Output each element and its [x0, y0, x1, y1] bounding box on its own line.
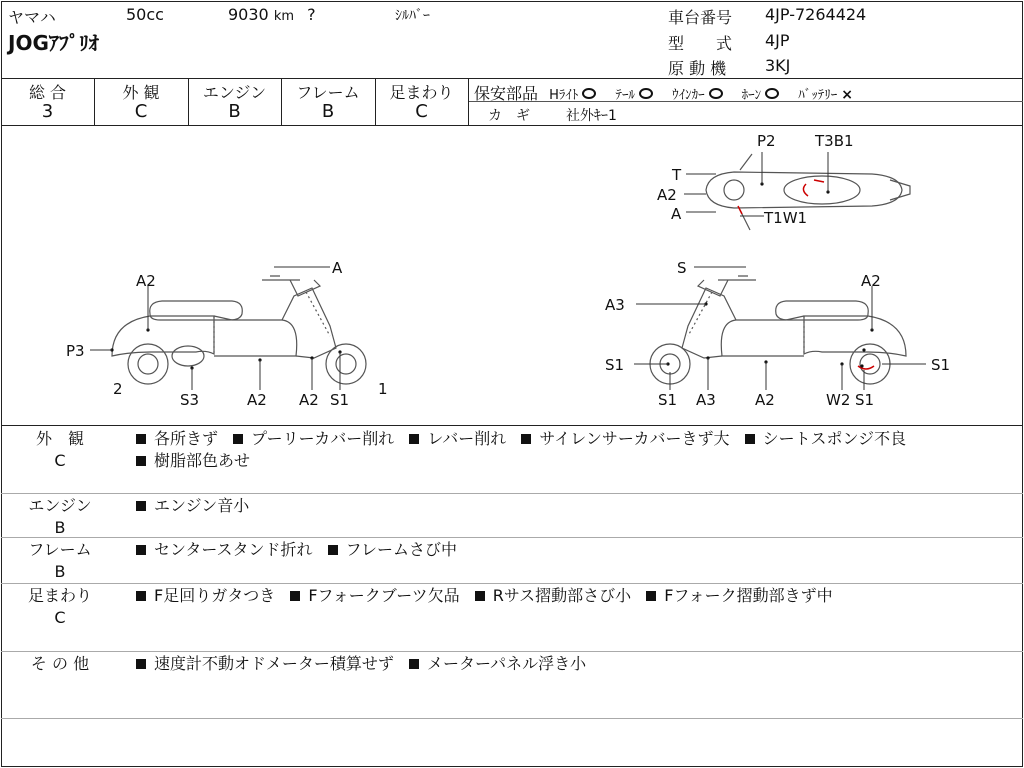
grade-overall-label: 総 合 [28, 83, 67, 102]
divider [1, 583, 1023, 584]
notes-other-category [10, 653, 110, 675]
displacement: 50cc [126, 5, 164, 24]
bullet-icon [646, 591, 656, 601]
notes-engine-category [10, 495, 110, 539]
grade-suspension-label: 足まわり [389, 83, 454, 102]
frame-no-label: 車台番号 [668, 8, 733, 27]
grade-exterior-label: 外 観 [122, 83, 160, 102]
bullet-icon [136, 434, 146, 444]
safety-horn: ﾎｰﾝ [741, 88, 762, 103]
notes-engine-label: エンジン [28, 496, 92, 515]
ng-cross-icon: × [841, 87, 853, 103]
ok-circle-icon [582, 88, 596, 99]
key-value: 社外ｷｰ1 [566, 108, 617, 124]
ok-circle-icon [639, 88, 653, 99]
notes-frame-category [10, 539, 110, 583]
bullet-icon [136, 545, 146, 555]
engine-label: 原 動 機 [668, 59, 727, 78]
defect-item: プーリーカバー削れ [233, 429, 394, 448]
diag-label-right: S1 [658, 391, 678, 409]
engine-value: 3KJ [765, 56, 791, 75]
defect-item: サイレンサーカバーきず大 [521, 429, 729, 448]
bullet-icon [136, 659, 146, 669]
defect-item: センタースタンド折れ [136, 540, 313, 559]
bullet-icon [521, 434, 531, 444]
diag-label-left: 1 [378, 380, 388, 398]
diag-label-top: P2 [757, 132, 776, 150]
diag-label-right: S1 [931, 356, 951, 374]
diag-label-right: W2 [826, 391, 851, 409]
type-value: 4JP [765, 31, 790, 50]
notes-engine-items [136, 495, 259, 517]
mileage-value: 9030 [228, 5, 269, 24]
safety-headlight: Hﾗｲﾄ [549, 88, 579, 103]
notes-frame-items [136, 539, 467, 561]
color: ｼﾙﾊﾞｰ [395, 8, 430, 24]
notes-line [136, 428, 916, 450]
bullet-icon [136, 456, 146, 466]
ok-circle-icon [765, 88, 779, 99]
diag-label-top: T [672, 166, 682, 184]
safety-winker: ｳｲﾝｶｰ [672, 88, 705, 103]
scooter-right-side-view [650, 276, 906, 384]
scooter-left-side-view [112, 276, 366, 384]
grade-overall-value: 3 [41, 101, 54, 122]
diag-label-left: A2 [247, 391, 267, 409]
ok-circle-icon [709, 88, 723, 99]
mileage-flag: ? [307, 5, 316, 24]
defect-item: 樹脂部色あせ [136, 451, 250, 470]
grade-frame-label: フレーム [296, 83, 360, 102]
notes-exterior-category [10, 428, 110, 472]
notes-other-label: そ の 他 [30, 654, 90, 673]
bullet-icon [409, 659, 419, 669]
mileage [228, 5, 316, 24]
safety-tail: ﾃｰﾙ [615, 88, 635, 103]
bullet-icon [745, 434, 755, 444]
divider [1, 651, 1023, 652]
defect-item: Fフォーク摺動部きず中 [646, 586, 832, 605]
notes-suspension-category [10, 585, 110, 629]
divider [1, 718, 1023, 719]
defect-item: Rサス摺動部さび小 [475, 586, 631, 605]
notes-suspension-grade: C [54, 608, 66, 627]
diag-label-right: A2 [861, 272, 881, 290]
notes-exterior-grade: C [54, 451, 66, 470]
defect-item: エンジン音小 [136, 496, 249, 515]
diag-label-left: A2 [136, 272, 156, 290]
frame-no: 4JP-7264424 [765, 5, 867, 24]
defect-item: レバー削れ [409, 429, 506, 448]
bullet-icon [328, 545, 338, 555]
divider [1, 78, 1023, 79]
grade-frame-value: B [321, 101, 335, 122]
diag-label-top: A [671, 205, 682, 223]
bullet-icon [136, 591, 146, 601]
diag-label-right: A2 [755, 391, 775, 409]
diag-label-right: S1 [605, 356, 625, 374]
diag-label-right: S1 [855, 391, 875, 409]
diag-label-left: S1 [330, 391, 350, 409]
notes-line [136, 450, 916, 472]
mileage-unit: km [273, 9, 295, 24]
label-dots [110, 182, 873, 369]
bullet-icon [409, 434, 419, 444]
divider [1, 537, 1023, 538]
notes-exterior-items [136, 428, 916, 472]
divider [1, 425, 1023, 426]
diag-label-top: T1W1 [764, 209, 808, 227]
divider [468, 78, 469, 125]
diag-label-top: T3B1 [815, 132, 854, 150]
safety-label: 保安部品 [474, 84, 539, 103]
diag-label-right: A3 [696, 391, 716, 409]
defect-item: F足回りガタつき [136, 586, 275, 605]
diag-label-right: S [677, 259, 687, 277]
defect-item: メーターパネル浮き小 [409, 654, 586, 673]
notes-other-items [136, 653, 596, 675]
maker: ヤマハ [8, 8, 56, 27]
notes-exterior-label: 外 観 [35, 429, 84, 448]
notes-frame-grade: B [54, 562, 66, 581]
type-label: 型 式 [668, 34, 733, 53]
diag-label-left: 2 [113, 380, 123, 398]
scooter-top-view [706, 154, 910, 230]
notes-engine-grade: B [54, 518, 66, 537]
diag-label-right: A3 [605, 296, 625, 314]
diag-label-left: A2 [299, 391, 319, 409]
notes-suspension-label: 足まわり [27, 586, 92, 605]
bullet-icon [136, 501, 146, 511]
key-label: カ ギ [488, 108, 530, 124]
grade-engine-label: エンジン [202, 83, 267, 102]
bullet-icon [290, 591, 300, 601]
diag-label-left: A [332, 259, 343, 277]
bullet-icon [475, 591, 485, 601]
bullet-icon [233, 434, 243, 444]
divider [1, 493, 1023, 494]
notes-frame-label: フレーム [28, 540, 92, 559]
diag-label-left: S3 [180, 391, 200, 409]
diag-label-left: P3 [66, 342, 85, 360]
grade-exterior-value: C [134, 101, 148, 122]
defect-item: 速度計不動オドメーター積算せず [136, 654, 394, 673]
leader-lines [90, 152, 926, 390]
safety-parts-row [474, 81, 857, 104]
defect-item: フレームさび中 [328, 540, 457, 559]
grade-suspension-value: C [415, 101, 428, 122]
defect-item: シートスポンジ不良 [745, 429, 906, 448]
grade-engine-value: B [228, 101, 241, 122]
safety-battery: ﾊﾞｯﾃﾘｰ [798, 88, 838, 103]
model-name: JOGｱﾌﾟﾘｵ [8, 31, 99, 55]
defect-item: Fフォークブーツ欠品 [290, 586, 459, 605]
notes-suspension-items [136, 585, 843, 607]
defect-item: 各所きず [136, 429, 218, 448]
diag-label-top: A2 [657, 186, 677, 204]
